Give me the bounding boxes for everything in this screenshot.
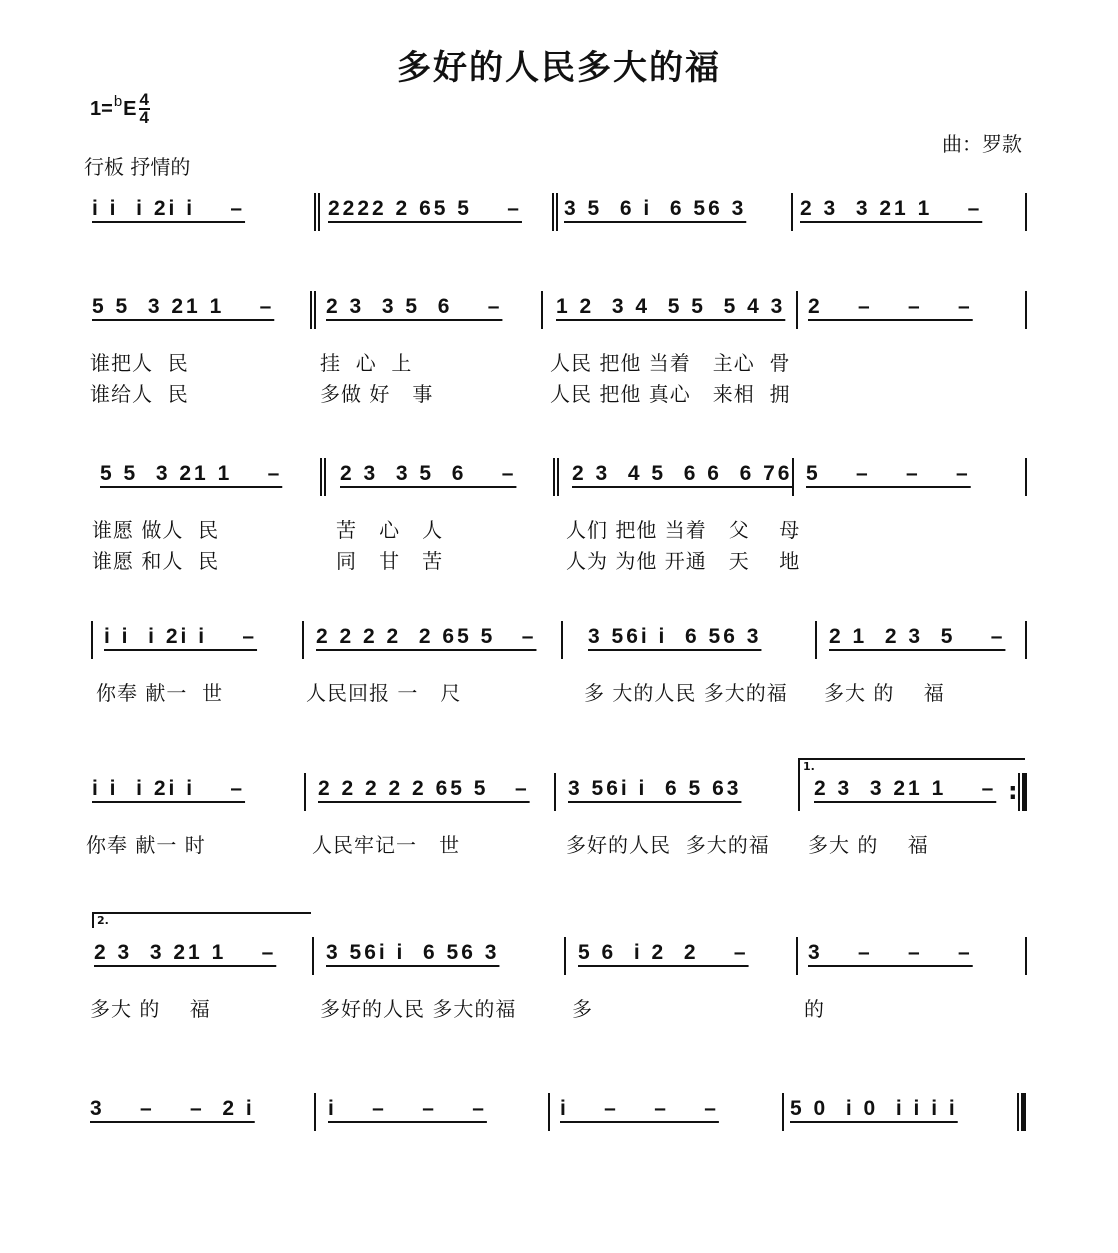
measure: 2 – – –	[808, 295, 973, 318]
lyric: 多好的人民 多大的福	[320, 997, 517, 1021]
lyric: 多好的人民 多大的福	[566, 833, 770, 857]
lyric: 你奉 献一 时	[86, 833, 206, 857]
measure: 2 3 4 5 6 6 6 76	[572, 462, 793, 485]
measure: 5 5 3 21 1 –	[92, 295, 275, 318]
measure: i i i 2i i –	[92, 197, 246, 220]
barline	[310, 291, 316, 329]
time-bottom: 4	[139, 108, 149, 127]
measure: 2 3 3 5 6 –	[326, 295, 503, 318]
barline	[304, 773, 306, 811]
barline	[564, 937, 566, 975]
lyric: 人为 为他 开通 天 地	[566, 549, 801, 573]
measure: 2 3 3 21 1 –	[814, 777, 997, 800]
measure: 3 56i i 6 56 3	[588, 625, 762, 648]
barline	[1025, 937, 1027, 975]
barline	[796, 937, 798, 975]
lyric: 你奉 献一 世	[96, 681, 224, 705]
barline	[314, 193, 320, 231]
lyric: 多大 的 福	[824, 681, 945, 705]
barline	[561, 621, 563, 659]
barline	[312, 937, 314, 975]
measure: 1 2 3 4 5 5 5 4 3	[556, 295, 786, 318]
key-signature	[90, 92, 150, 126]
barline	[815, 621, 817, 659]
repeat-barline	[1018, 773, 1027, 811]
barline	[553, 458, 559, 496]
lyric: 多做 好 事	[320, 382, 434, 406]
measure: 2222 2 65 5 –	[328, 197, 522, 220]
final-barline	[1017, 1093, 1026, 1131]
measure: 3 56i i 6 5 63	[568, 777, 742, 800]
measure: i i i 2i i –	[104, 625, 258, 648]
measure: 2 1 2 3 5 –	[829, 625, 1006, 648]
measure: i – – –	[328, 1097, 487, 1120]
barline	[552, 193, 558, 231]
volta-bracket-2: 2.	[92, 912, 311, 928]
time-signature	[139, 92, 150, 126]
lyric: 谁愿 和人 民	[92, 549, 220, 573]
score-line-5	[0, 773, 1118, 933]
barline	[1025, 291, 1027, 329]
measure: 2 2 2 2 2 65 5 –	[318, 777, 530, 800]
barline	[548, 1093, 550, 1131]
barline	[554, 773, 556, 811]
lyric: 苦 心 人	[336, 518, 444, 542]
barline	[314, 1093, 316, 1131]
time-top: 4	[139, 90, 149, 109]
score-line-6	[0, 937, 1118, 1097]
score-line-4	[0, 621, 1118, 781]
barline	[91, 621, 93, 659]
score-line-7	[0, 1093, 1118, 1253]
lyric: 人民牢记一 世	[312, 833, 461, 857]
barline	[791, 193, 793, 231]
key-note: E	[123, 97, 137, 120]
measure: 5 0 i 0 i i i i	[790, 1097, 958, 1120]
barline	[792, 458, 794, 496]
measure: 2 3 3 21 1 –	[800, 197, 983, 220]
barline	[796, 291, 798, 329]
score-line-3	[0, 458, 1118, 618]
barline	[1025, 621, 1027, 659]
measure: i i i 2i i –	[92, 777, 246, 800]
lyric: 挂 心 上	[320, 351, 413, 375]
composer-credit: 曲：罗款	[942, 132, 1022, 156]
barline	[1025, 193, 1027, 231]
barline	[798, 773, 800, 811]
measure: 2 2 2 2 2 65 5 –	[316, 625, 537, 648]
key-prefix: 1=	[90, 97, 113, 120]
lyric: 的	[804, 997, 825, 1021]
lyric: 多 大的人民 多大的福	[584, 681, 788, 705]
measure: 2 3 3 5 6 –	[340, 462, 517, 485]
score-line-2	[0, 291, 1118, 451]
measure: 3 56i i 6 56 3	[326, 941, 500, 964]
barline	[1025, 458, 1027, 496]
tempo-marking: 行板 抒情的	[84, 155, 191, 179]
lyric: 人们 把他 当着 父 母	[566, 518, 801, 542]
lyric: 谁愿 做人 民	[92, 518, 220, 542]
measure: 2 3 3 21 1 –	[94, 941, 277, 964]
measure: 3 – – 2 i	[90, 1097, 255, 1120]
song-title: 多好的人民多大的福	[397, 48, 721, 88]
volta-bracket-1: 1.	[798, 758, 1025, 774]
barline	[302, 621, 304, 659]
lyric: 同 甘 苦	[336, 549, 444, 573]
lyric: 多	[572, 997, 593, 1021]
lyric: 谁给人 民	[90, 382, 189, 406]
measure: 5 6 i 2 2 –	[578, 941, 749, 964]
barline	[782, 1093, 784, 1131]
lyric: 人民 把他 真心 来相 拥	[550, 382, 791, 406]
lyric: 人民回报 一 尺	[306, 681, 462, 705]
measure: i – – –	[560, 1097, 719, 1120]
lyric: 谁把人 民	[90, 351, 189, 375]
flat-sign: b	[113, 92, 123, 110]
measure: 5 5 3 21 1 –	[100, 462, 283, 485]
lyric: 多大 的 福	[808, 833, 929, 857]
barline	[541, 291, 543, 329]
measure: 3 – – –	[808, 941, 973, 964]
measure: 5 – – –	[806, 462, 971, 485]
lyric: 多大 的 福	[90, 997, 211, 1021]
lyric: 人民 把他 当着 主心 骨	[550, 351, 791, 375]
barline	[320, 458, 326, 496]
measure: 3 5 6 i 6 56 3	[564, 197, 747, 220]
